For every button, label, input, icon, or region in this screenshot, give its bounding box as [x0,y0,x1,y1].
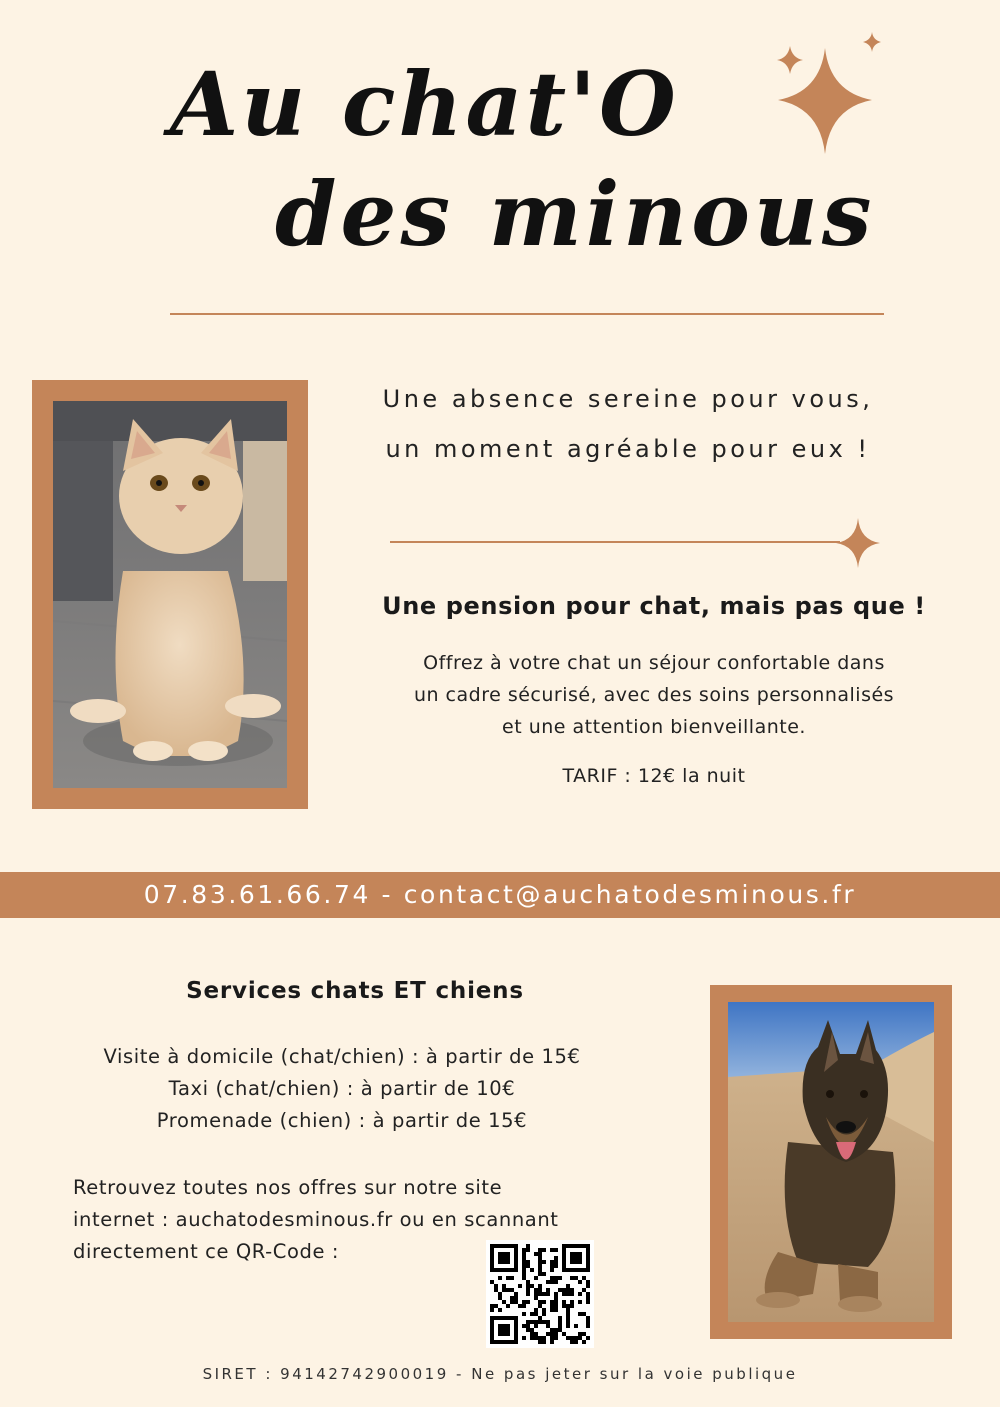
sparkle-icon [834,516,884,570]
contact-banner [0,872,1000,918]
sparkle-tiny-icon [863,32,881,52]
pension-description-line-2: un cadre sécurisé, avec des soins personnalisés [413,684,895,706]
title-line-1: Au chat'O [170,52,679,156]
sparkle-cluster-icon [770,30,890,160]
section-divider [390,541,840,543]
title-divider [170,313,884,315]
title-line-2: des minous [275,162,876,266]
tarif-text: TARIF : 12€ la nuit [562,765,746,787]
dog-photo [728,1002,934,1322]
contact-text[interactable]: 07.83.61.66.74 - contact@auchatodesminous.fr [143,880,857,909]
tagline-line-2: un moment agréable pour eux ! [385,435,871,463]
sparkle-small-icon [777,46,803,74]
cat-photo-frame [32,380,308,809]
pension-heading: Une pension pour chat, mais pas que ! [382,592,926,620]
qr-code[interactable] [486,1240,594,1348]
pension-description-line-3: et une attention bienveillante. [502,716,806,738]
service-item-promenade: Promenade (chien) : à partir de 15€ [156,1109,528,1132]
website-text-line-2: internet : auchatodesminous.fr ou en scannant [73,1208,559,1231]
cat-photo [53,401,287,788]
website-text-line-1: Retrouvez toutes nos offres sur notre site [73,1176,503,1199]
service-item-visite: Visite à domicile (chat/chien) : à partir de 15€ [103,1045,581,1068]
tagline-line-1: Une absence sereine pour vous, [382,385,874,413]
footer-siret: SIRET : 94142742900019 - Ne pas jeter sur la voie publique [202,1365,798,1383]
website-text-line-3: directement ce QR-Code : [73,1240,340,1263]
service-item-taxi: Taxi (chat/chien) : à partir de 10€ [168,1077,516,1100]
pension-description-line-1: Offrez à votre chat un séjour confortable dans [423,652,885,674]
services-heading: Services chats ET chiens [186,978,524,1004]
dog-photo-frame [710,985,952,1339]
